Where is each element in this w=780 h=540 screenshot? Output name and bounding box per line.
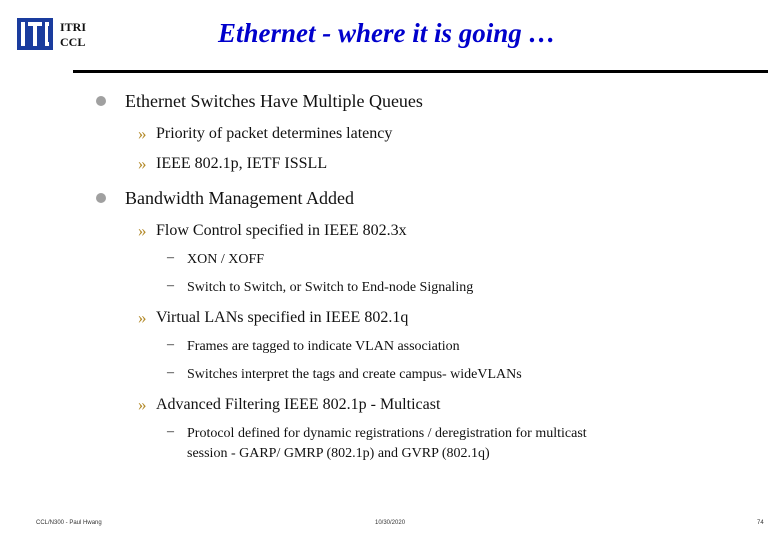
bullet-text: Switch to Switch, or Switch to End-node Signaling: [187, 280, 474, 295]
dash-bullet-icon: –: [167, 424, 174, 439]
footer-author: CCL/N300 - Paul Hwang: [36, 520, 102, 526]
org-label: [60, 20, 86, 50]
bullet-text: IEEE 802.1p, IETF ISSLL: [156, 155, 328, 172]
chevron-bullet-icon: »: [138, 395, 147, 414]
header-divider: [73, 70, 768, 73]
dash-bullet-icon: –: [167, 365, 174, 380]
dash-bullet-icon: –: [167, 337, 174, 352]
dash-bullet-icon: –: [167, 278, 174, 293]
bullet-text-line-2: session - GARP/ GMRP (802.1p) and GVRP (802.1q): [187, 446, 490, 461]
chevron-bullet-icon: »: [138, 308, 147, 327]
chevron-bullet-icon: »: [138, 154, 147, 173]
org-line-2: CCL: [60, 35, 86, 49]
org-line-1: ITRI: [60, 20, 87, 34]
slide-title: Ethernet - where it is going …: [218, 18, 556, 48]
bullet-text: XON / XOFF: [187, 252, 265, 267]
bullet-text: Virtual LANs specified in IEEE 802.1q: [156, 309, 409, 326]
bullet-text: Advanced Filtering IEEE 802.1p - Multicast: [156, 396, 441, 413]
dash-bullet-icon: –: [167, 250, 174, 265]
chevron-bullet-icon: »: [138, 221, 147, 240]
bullet-text: Switches interpret the tags and create campus- wideVLANs: [187, 367, 522, 382]
bullet-text: [187, 424, 587, 464]
bullet-dot-icon: [96, 193, 106, 203]
bullet-text: Frames are tagged to indicate VLAN association: [187, 339, 460, 354]
footer-page-number: 74: [757, 520, 764, 526]
bullet-dot-icon: [96, 96, 106, 106]
bullet-text: Ethernet Switches Have Multiple Queues: [125, 91, 423, 111]
footer-date: 10/30/2020: [375, 520, 406, 526]
chevron-bullet-icon: »: [138, 124, 147, 143]
bullet-text: Flow Control specified in IEEE 802.3x: [156, 222, 407, 239]
bullet-text: Priority of packet determines latency: [156, 125, 393, 142]
bullet-text-line-1: Protocol defined for dynamic registrations / deregistration for multicast: [187, 426, 587, 441]
bullet-text: Bandwidth Management Added: [125, 188, 354, 208]
itri-logo-icon: [17, 18, 53, 50]
